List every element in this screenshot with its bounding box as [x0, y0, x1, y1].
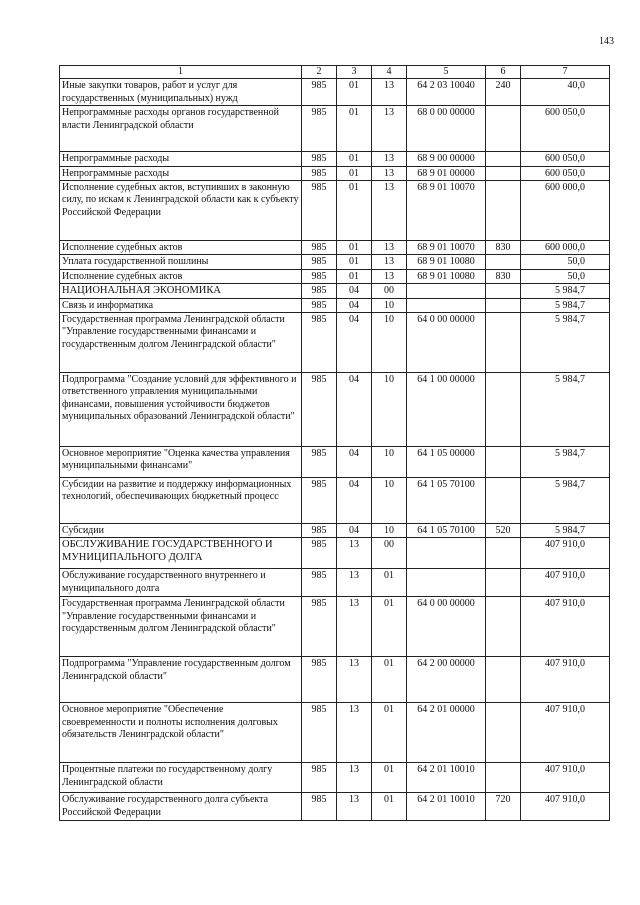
- row-subsection: 13: [372, 255, 407, 269]
- row-section: 01: [337, 152, 372, 166]
- row-subsection: 13: [372, 166, 407, 180]
- row-subsection: 01: [372, 657, 407, 703]
- row-subsection: 13: [372, 152, 407, 166]
- row-vr: [486, 569, 521, 597]
- row-name: Субсидии на развитие и поддержку информационных технологий, обеспечивающих бюджетный процесс: [60, 478, 302, 524]
- row-csr: 68 9 01 10070: [407, 241, 486, 255]
- header-cell: 2: [302, 66, 337, 79]
- row-vr: [486, 298, 521, 312]
- row-vr: [486, 284, 521, 298]
- row-section: 13: [337, 569, 372, 597]
- table-row: [60, 166, 610, 180]
- row-name: Государственная программа Ленинградской области "Управление государственными финансами и государственным долгом Ленинградской области": [60, 597, 302, 657]
- row-vr: [486, 166, 521, 180]
- row-vr: 830: [486, 269, 521, 283]
- row-name: Обслуживание государственного долга субъекта Российской Федерации: [60, 793, 302, 821]
- row-section: 04: [337, 284, 372, 298]
- row-admin: 985: [302, 793, 337, 821]
- row-vr: 720: [486, 793, 521, 821]
- row-subsection: 13: [372, 79, 407, 106]
- row-admin: 985: [302, 373, 337, 447]
- table-row: [60, 181, 610, 241]
- row-name: Субсидии: [60, 524, 302, 538]
- row-section: 13: [337, 703, 372, 763]
- row-section: 01: [337, 79, 372, 106]
- row-subsection: 13: [372, 269, 407, 283]
- row-vr: [486, 538, 521, 569]
- table-row: [60, 255, 610, 269]
- row-section: 01: [337, 181, 372, 241]
- row-csr: 64 2 01 10010: [407, 793, 486, 821]
- row-admin: 985: [302, 166, 337, 180]
- row-name: Основное мероприятие "Обеспечение своевременности и полноты исполнения долговых обязательств Ленинградской области": [60, 703, 302, 763]
- row-vr: [486, 106, 521, 152]
- row-name: Непрограммные расходы органов государственной власти Ленинградской области: [60, 106, 302, 152]
- row-sum: 407 910,0: [521, 793, 610, 821]
- table-row: [60, 284, 610, 298]
- table-row: [60, 152, 610, 166]
- table-row: [60, 569, 610, 597]
- row-vr: [486, 255, 521, 269]
- row-csr: 68 9 01 00000: [407, 166, 486, 180]
- row-vr: [486, 373, 521, 447]
- row-sum: 5 984,7: [521, 284, 610, 298]
- row-sum: 407 910,0: [521, 703, 610, 763]
- row-admin: 985: [302, 569, 337, 597]
- row-sum: 5 984,7: [521, 478, 610, 524]
- row-subsection: 00: [372, 284, 407, 298]
- row-csr: 64 1 05 00000: [407, 447, 486, 478]
- row-admin: 985: [302, 524, 337, 538]
- row-section: 04: [337, 447, 372, 478]
- row-vr: [486, 447, 521, 478]
- row-section: 01: [337, 166, 372, 180]
- row-sum: 600 050,0: [521, 152, 610, 166]
- row-csr: [407, 538, 486, 569]
- header-cell: 5: [407, 66, 486, 79]
- row-sum: 600 050,0: [521, 166, 610, 180]
- row-admin: 985: [302, 284, 337, 298]
- row-vr: [486, 152, 521, 166]
- row-sum: 40,0: [521, 79, 610, 106]
- table-row: [60, 447, 610, 478]
- table-row: [60, 597, 610, 657]
- row-csr: 64 1 05 70100: [407, 524, 486, 538]
- row-section: 01: [337, 255, 372, 269]
- row-sum: 407 910,0: [521, 763, 610, 793]
- row-sum: 5 984,7: [521, 447, 610, 478]
- row-name: Иные закупки товаров, работ и услуг для государственных (муниципальных) нужд: [60, 79, 302, 106]
- row-name: Обслуживание государственного внутреннего и муниципального долга: [60, 569, 302, 597]
- row-section: 13: [337, 763, 372, 793]
- row-subsection: 01: [372, 793, 407, 821]
- table-row: [60, 269, 610, 283]
- row-name: Исполнение судебных актов: [60, 269, 302, 283]
- row-sum: 5 984,7: [521, 313, 610, 373]
- row-name: Государственная программа Ленинградской области "Управление государственными финансами и государственным долгом Ленинградской области": [60, 313, 302, 373]
- row-section: 04: [337, 313, 372, 373]
- row-admin: 985: [302, 255, 337, 269]
- header-cell: 1: [60, 66, 302, 79]
- row-subsection: 01: [372, 569, 407, 597]
- table-row: [60, 524, 610, 538]
- row-vr: [486, 657, 521, 703]
- row-admin: 985: [302, 79, 337, 106]
- row-admin: 985: [302, 313, 337, 373]
- row-subsection: 01: [372, 703, 407, 763]
- row-admin: 985: [302, 763, 337, 793]
- row-name: Непрограммные расходы: [60, 152, 302, 166]
- row-csr: [407, 284, 486, 298]
- row-sum: 407 910,0: [521, 569, 610, 597]
- row-sum: 5 984,7: [521, 373, 610, 447]
- row-vr: [486, 181, 521, 241]
- row-csr: 64 0 00 00000: [407, 597, 486, 657]
- row-subsection: 00: [372, 538, 407, 569]
- table-row: [60, 241, 610, 255]
- row-sum: 5 984,7: [521, 298, 610, 312]
- row-vr: 830: [486, 241, 521, 255]
- row-name: Исполнение судебных актов, вступивших в законную силу, по искам к Ленинградской области как к субъекту Российской Федерации: [60, 181, 302, 241]
- header-row: [60, 66, 610, 79]
- table-row: [60, 478, 610, 524]
- page-number: 143: [599, 36, 614, 47]
- row-admin: 985: [302, 106, 337, 152]
- row-csr: 68 0 00 00000: [407, 106, 486, 152]
- table-row: [60, 106, 610, 152]
- row-admin: 985: [302, 597, 337, 657]
- row-admin: 985: [302, 447, 337, 478]
- header-cell: 6: [486, 66, 521, 79]
- header-cell: 4: [372, 66, 407, 79]
- row-name: Основное мероприятие "Оценка качества управления муниципальными финансами": [60, 447, 302, 478]
- row-vr: [486, 597, 521, 657]
- table-row: [60, 373, 610, 447]
- row-subsection: 10: [372, 373, 407, 447]
- row-csr: 68 9 00 00000: [407, 152, 486, 166]
- row-csr: 64 2 01 10010: [407, 763, 486, 793]
- row-name: Уплата государственной пошлины: [60, 255, 302, 269]
- row-admin: 985: [302, 703, 337, 763]
- row-csr: 64 0 00 00000: [407, 313, 486, 373]
- row-name: Подпрограмма "Управление государственным долгом Ленинградской области": [60, 657, 302, 703]
- row-admin: 985: [302, 538, 337, 569]
- table-row: [60, 538, 610, 569]
- row-name: Подпрограмма "Создание условий для эффективного и ответственного управления муниципальными финансами, повышения устойчивости бюджетов муниципальных образований Ленинградской области": [60, 373, 302, 447]
- row-sum: 600 000,0: [521, 181, 610, 241]
- row-name: Процентные платежи по государственному долгу Ленинградской области: [60, 763, 302, 793]
- row-section: 04: [337, 478, 372, 524]
- row-sum: 407 910,0: [521, 597, 610, 657]
- row-sum: 50,0: [521, 269, 610, 283]
- row-sum: 600 050,0: [521, 106, 610, 152]
- table-row: [60, 793, 610, 821]
- header-cell: 3: [337, 66, 372, 79]
- row-name: НАЦИОНАЛЬНАЯ ЭКОНОМИКА: [60, 284, 302, 298]
- row-admin: 985: [302, 657, 337, 703]
- row-admin: 985: [302, 241, 337, 255]
- budget-table: [59, 65, 610, 821]
- row-vr: [486, 478, 521, 524]
- row-section: 13: [337, 657, 372, 703]
- row-admin: 985: [302, 298, 337, 312]
- row-subsection: 13: [372, 241, 407, 255]
- row-subsection: 10: [372, 524, 407, 538]
- row-sum: 407 910,0: [521, 538, 610, 569]
- table-row: [60, 703, 610, 763]
- header-cell: 7: [521, 66, 610, 79]
- row-section: 04: [337, 373, 372, 447]
- row-section: 13: [337, 538, 372, 569]
- row-csr: 68 9 01 10070: [407, 181, 486, 241]
- row-subsection: 10: [372, 447, 407, 478]
- row-admin: 985: [302, 152, 337, 166]
- row-sum: 600 000,0: [521, 241, 610, 255]
- table-row: [60, 298, 610, 312]
- row-subsection: 10: [372, 298, 407, 312]
- row-csr: 68 9 01 10080: [407, 269, 486, 283]
- row-admin: 985: [302, 478, 337, 524]
- row-csr: 68 9 01 10080: [407, 255, 486, 269]
- table-row: [60, 313, 610, 373]
- row-section: 01: [337, 241, 372, 255]
- row-section: 13: [337, 793, 372, 821]
- row-csr: 64 1 00 00000: [407, 373, 486, 447]
- table-row: [60, 657, 610, 703]
- row-admin: 985: [302, 181, 337, 241]
- row-csr: 64 2 01 00000: [407, 703, 486, 763]
- table-row: [60, 763, 610, 793]
- row-section: 04: [337, 524, 372, 538]
- row-admin: 985: [302, 269, 337, 283]
- row-name: Связь и информатика: [60, 298, 302, 312]
- row-csr: 64 2 03 10040: [407, 79, 486, 106]
- row-section: 13: [337, 597, 372, 657]
- row-sum: 50,0: [521, 255, 610, 269]
- table-row: [60, 79, 610, 106]
- row-vr: [486, 763, 521, 793]
- row-subsection: 10: [372, 313, 407, 373]
- row-vr: 520: [486, 524, 521, 538]
- row-name: Непрограммные расходы: [60, 166, 302, 180]
- row-name: ОБСЛУЖИВАНИЕ ГОСУДАРСТВЕННОГО И МУНИЦИПАЛЬНОГО ДОЛГА: [60, 538, 302, 569]
- row-vr: [486, 703, 521, 763]
- row-section: 01: [337, 106, 372, 152]
- row-vr: 240: [486, 79, 521, 106]
- row-section: 04: [337, 298, 372, 312]
- row-csr: [407, 298, 486, 312]
- row-subsection: 13: [372, 181, 407, 241]
- row-csr: [407, 569, 486, 597]
- row-subsection: 10: [372, 478, 407, 524]
- row-sum: 5 984,7: [521, 524, 610, 538]
- row-section: 01: [337, 269, 372, 283]
- row-vr: [486, 313, 521, 373]
- row-subsection: 13: [372, 106, 407, 152]
- row-subsection: 01: [372, 763, 407, 793]
- row-csr: 64 1 05 70100: [407, 478, 486, 524]
- row-subsection: 01: [372, 597, 407, 657]
- row-name: Исполнение судебных актов: [60, 241, 302, 255]
- row-csr: 64 2 00 00000: [407, 657, 486, 703]
- row-sum: 407 910,0: [521, 657, 610, 703]
